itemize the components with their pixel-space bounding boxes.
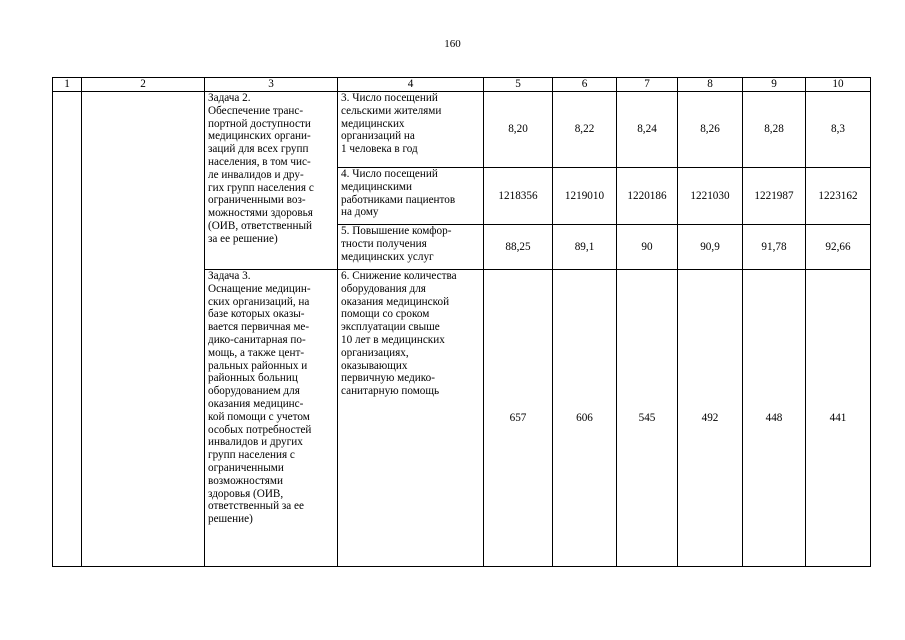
task-text-line: инвалидов и других xyxy=(208,436,303,449)
column-header: 8 xyxy=(678,78,743,92)
value-cell: 1220186 xyxy=(617,168,678,225)
column-header: 1 xyxy=(53,78,82,92)
indicator-6-cell xyxy=(338,270,484,567)
column-header: 10 xyxy=(806,78,871,92)
indicator-text-line: первичную медико- xyxy=(341,372,435,385)
value-cell: 90 xyxy=(617,225,678,270)
value-cell: 91,78 xyxy=(743,225,806,270)
task-text-line: за ее решение) xyxy=(208,232,278,245)
indicator-text-line: сельскими жителями xyxy=(341,104,442,117)
column-header: 4 xyxy=(338,78,484,92)
task-text-line: Оснащение медицин- xyxy=(208,282,311,295)
task-text-line: можностями здоровья xyxy=(208,207,313,220)
column-header: 3 xyxy=(205,78,338,92)
value-cell: 1218356 xyxy=(484,168,553,225)
value-cell: 8,3 xyxy=(806,92,871,168)
indicator-text-line: оборудования для xyxy=(341,282,426,295)
indicator-text-line: санитарную помощь xyxy=(341,385,440,398)
value-cell: 448 xyxy=(743,270,806,567)
task-text-line: (ОИВ, ответственный xyxy=(208,219,312,232)
indicator-text-line: на дому xyxy=(341,206,379,219)
task-text-line: особых потребностей xyxy=(208,423,312,436)
header-row xyxy=(53,78,871,92)
task-text-line: возможностями xyxy=(208,474,283,487)
column-header: 5 xyxy=(484,78,553,92)
task-text-line: оказания медицинс- xyxy=(208,397,304,410)
value-cell: 1223162 xyxy=(806,168,871,225)
indicator-text-line: медицинских услуг xyxy=(341,250,434,263)
task-text-line: районных больниц xyxy=(208,372,298,385)
indicator-text-line: работниками пациентов xyxy=(341,193,456,206)
table-row xyxy=(53,92,871,168)
task-text-line: портной доступности xyxy=(208,117,311,130)
task-text-line: вается первичная ме- xyxy=(208,321,310,334)
indicator-text-line: 10 лет в медицинских xyxy=(341,333,445,346)
value-cell: 92,66 xyxy=(806,225,871,270)
task-3-cell xyxy=(205,270,338,567)
task-text-line: ских организаций, на xyxy=(208,295,310,308)
page-number: 160 xyxy=(444,38,461,50)
task-text-line: Обеспечение транс- xyxy=(208,104,304,117)
indicator-text-line: оказывающих xyxy=(341,359,408,372)
task-text-line: заций для всех групп xyxy=(208,143,309,156)
indicator-text-line: оказания медицинской xyxy=(341,295,450,308)
value-cell: 88,25 xyxy=(484,225,553,270)
value-cell: 89,1 xyxy=(553,225,617,270)
task-text-line: групп населения с xyxy=(208,449,295,462)
value-cell: 8,26 xyxy=(678,92,743,168)
task-2-cell xyxy=(205,92,338,270)
indicator-text-line: эксплуатации свыше xyxy=(341,321,440,334)
task-text-line: базе которых оказы- xyxy=(208,308,305,321)
value-cell: 1221030 xyxy=(678,168,743,225)
value-cell: 90,9 xyxy=(678,225,743,270)
value-cell: 441 xyxy=(806,270,871,567)
indicator-text-line: медицинскими xyxy=(341,180,412,193)
task-text-line: населения, в том чис- xyxy=(208,155,311,168)
value-cell: 8,22 xyxy=(553,92,617,168)
indicator-3-cell xyxy=(338,92,484,168)
empty-cell xyxy=(53,92,82,567)
task-text-line: ограниченными воз- xyxy=(208,194,306,207)
value-cell: 545 xyxy=(617,270,678,567)
task-text-line: оборудованием для xyxy=(208,385,300,398)
value-cell: 492 xyxy=(678,270,743,567)
value-cell: 1221987 xyxy=(743,168,806,225)
task-text-line: ральных районных и xyxy=(208,359,308,372)
value-cell: 8,28 xyxy=(743,92,806,168)
value-cell: 1219010 xyxy=(553,168,617,225)
task-text-line: ограниченными xyxy=(208,461,284,474)
task-text-line: мощь, а также цент- xyxy=(208,346,305,359)
empty-cell xyxy=(82,92,205,567)
indicator-text-line: организациях, xyxy=(341,346,409,359)
task-text-line: решение) xyxy=(208,513,253,526)
value-cell: 8,20 xyxy=(484,92,553,168)
indicator-text-line: медицинских xyxy=(341,117,405,130)
task-text-line: медицинских органи- xyxy=(208,130,311,143)
indicator-4-cell xyxy=(338,168,484,225)
indicator-text-line: 3. Число посещений xyxy=(341,92,438,104)
indicator-text-line: 4. Число посещений xyxy=(341,168,438,180)
task-text-line: дико-санитарная по- xyxy=(208,333,306,346)
indicator-text-line: 6. Снижение количества xyxy=(341,270,457,282)
task-text-line: ле инвалидов и дру- xyxy=(208,168,304,181)
task-text-line: гих групп населения с xyxy=(208,181,314,194)
task-text-line: здоровья (ОИВ, xyxy=(208,487,284,500)
column-header: 7 xyxy=(617,78,678,92)
value-cell: 8,24 xyxy=(617,92,678,168)
column-header: 2 xyxy=(82,78,205,92)
task-text-line: кой помощи с учетом xyxy=(208,410,310,423)
indicators-table xyxy=(52,77,871,567)
column-header: 9 xyxy=(743,78,806,92)
value-cell: 606 xyxy=(553,270,617,567)
indicator-text-line: тности получения xyxy=(341,237,427,250)
indicator-5-cell xyxy=(338,225,484,270)
indicator-text-line: организаций на xyxy=(341,130,415,143)
indicator-text-line: 5. Повышение комфор- xyxy=(341,225,452,237)
task-text-line: Задача 3. xyxy=(208,270,251,282)
task-text-line: ответственный за ее xyxy=(208,500,304,513)
task-text-line: Задача 2. xyxy=(208,92,251,104)
value-cell: 657 xyxy=(484,270,553,567)
column-header: 6 xyxy=(553,78,617,92)
indicator-text-line: помощи со сроком xyxy=(341,308,430,321)
indicator-text-line: 1 человека в год xyxy=(341,143,418,156)
